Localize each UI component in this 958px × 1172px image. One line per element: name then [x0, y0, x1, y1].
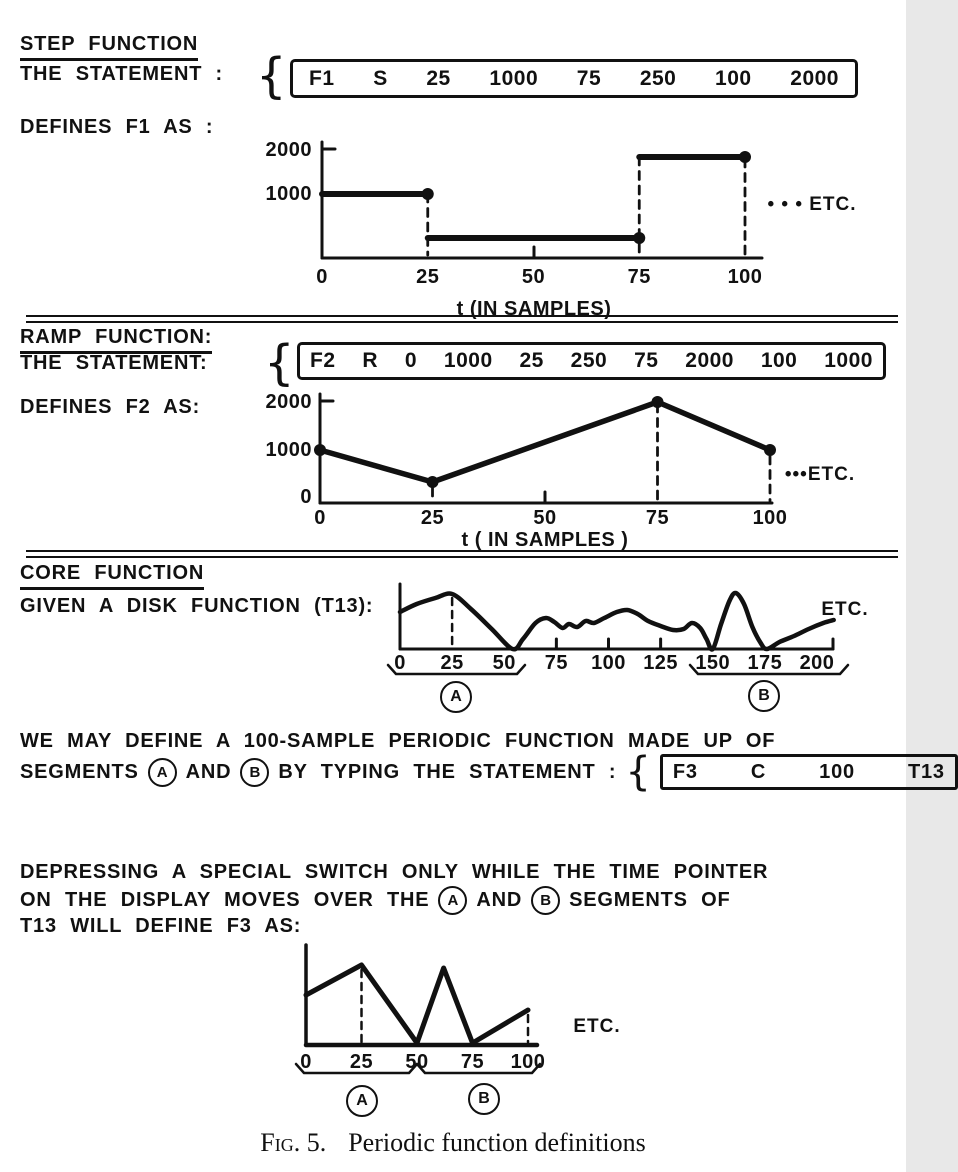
- statement-token: 75: [576, 66, 602, 90]
- f1-x-tick-label: 75: [627, 266, 651, 288]
- f2-data-point: [764, 444, 776, 456]
- f3-x-tick-label: 100: [510, 1051, 546, 1073]
- t13-x-tick-label: 175: [747, 652, 783, 674]
- f2-y-tick-label: 1000: [265, 439, 312, 461]
- statement-token: 250: [639, 66, 677, 90]
- f1-x-tick-label: 25: [416, 266, 440, 288]
- switch-text-2c: SEGMENTS OF: [569, 889, 731, 911]
- statement-token: F3: [672, 760, 698, 783]
- f1-x-tick-label: 0: [316, 266, 328, 288]
- segment-a-badge: A: [148, 758, 177, 787]
- statement-token: S: [373, 66, 388, 90]
- f2-etc-label: •••ETC.: [784, 464, 856, 485]
- statement-token: 1000: [824, 349, 873, 372]
- statement-token: T13: [907, 760, 945, 783]
- statement-token: R: [362, 349, 379, 372]
- switch-text-line1: DEPRESSING A SPECIAL SWITCH ONLY WHILE THE TIME POINTER: [20, 861, 769, 883]
- t13-x-tick-label: 125: [643, 652, 679, 674]
- statement-token: 100: [819, 760, 855, 783]
- statement-token: 100: [760, 349, 798, 372]
- step-section-heading: STEP FUNCTION: [20, 33, 198, 61]
- segment-b-badge-2: B: [531, 886, 560, 915]
- statement-token: 25: [519, 349, 544, 372]
- statement-token: 1000: [443, 349, 493, 372]
- core-define-text-2b: AND: [185, 760, 232, 783]
- f2-data-point: [314, 444, 326, 456]
- f1-data-point: [422, 188, 434, 200]
- ramp-defines-label: DEFINES F2 AS:: [20, 396, 201, 418]
- f3-etc-label: ETC.: [573, 1016, 621, 1037]
- t13-segment-a-badge: A: [440, 681, 472, 713]
- statement-token: C: [750, 760, 767, 783]
- statement-token: F2: [310, 349, 336, 372]
- core-define-text-line1: WE MAY DEFINE A 100-SAMPLE PERIODIC FUNCTION MADE UP OF: [20, 730, 776, 752]
- f2-x-axis-label: t ( IN SAMPLES ): [461, 529, 629, 551]
- core-left-brace: {: [625, 749, 651, 795]
- f1-x-tick-label: 100: [727, 266, 763, 288]
- segment-b-badge: B: [240, 758, 269, 787]
- step-defines-label: DEFINES F1 AS :: [20, 116, 214, 138]
- core-define-text-line2: [20, 749, 958, 795]
- switch-text-2a: ON THE DISPLAY MOVES OVER THE: [20, 889, 430, 911]
- t13-x-tick-label: 150: [695, 652, 731, 674]
- core-section-heading: CORE FUNCTION: [20, 562, 204, 590]
- f1-data-point: [633, 232, 645, 244]
- f2-x-tick-label: 100: [752, 507, 788, 529]
- t13-curve: [400, 593, 834, 649]
- f3-x-tick-label: 75: [460, 1051, 485, 1073]
- f3-curve: [306, 965, 528, 1043]
- t13-x-tick-label: 100: [591, 652, 626, 674]
- switch-text-2b: AND: [476, 889, 523, 911]
- switch-text-line3: T13 WILL DEFINE F3 AS:: [20, 915, 302, 937]
- figure-number-label: Fig. 5.: [260, 1128, 327, 1157]
- step-statement-label: THE STATEMENT :: [20, 63, 224, 85]
- f2-y-tick-label: 2000: [265, 391, 312, 413]
- t13-segment-b-badge: B: [748, 680, 780, 712]
- f2-x-tick-label: 25: [420, 507, 445, 529]
- f1-etc-label: • • • ETC.: [767, 194, 857, 215]
- f3-x-tick-label: 0: [300, 1051, 312, 1073]
- core-given-label: GIVEN A DISK FUNCTION (T13):: [20, 595, 374, 617]
- figure-caption-text: Periodic function definitions: [348, 1128, 646, 1157]
- f3-x-tick-label: 25: [349, 1051, 374, 1073]
- f2-data-point: [652, 396, 664, 408]
- f2-x-tick-label: 50: [533, 507, 557, 529]
- statement-token: 250: [570, 349, 608, 372]
- t13-x-tick-label: 25: [440, 652, 464, 674]
- ramp-statement-box: [297, 342, 886, 380]
- f1-y-tick-label: 2000: [265, 139, 312, 161]
- t13-x-tick-label: 200: [799, 652, 835, 674]
- segment-a-badge-2: A: [438, 886, 467, 915]
- f3-x-tick-label: 50: [405, 1051, 429, 1073]
- f2-x-tick-label: 0: [314, 507, 326, 529]
- f2-x-tick-label: 75: [645, 507, 670, 529]
- t13-x-tick-label: 50: [492, 652, 516, 674]
- f1-data-point: [739, 151, 751, 163]
- ramp-section-heading: RAMP FUNCTION:: [20, 326, 212, 354]
- figure-caption: [0, 1128, 906, 1158]
- statement-token: 2000: [790, 66, 839, 90]
- step-statement-box: [290, 59, 858, 98]
- t13-x-tick-label: 75: [544, 652, 568, 674]
- f2-data-point: [427, 476, 439, 488]
- statement-token: 75: [634, 349, 659, 372]
- f1-y-tick-label: 1000: [265, 183, 312, 205]
- statement-token: F1: [309, 66, 335, 90]
- f1-x-axis-label: t (IN SAMPLES): [456, 298, 612, 320]
- f2-ramp-line: [320, 402, 770, 482]
- switch-text-line2: [20, 886, 731, 915]
- statement-token: 100: [715, 66, 752, 90]
- t13-etc-label: ETC.: [821, 599, 869, 620]
- statement-token: 0: [404, 349, 418, 372]
- ramp-left-brace: {: [264, 335, 295, 391]
- core-define-text-2c: BY TYPING THE STATEMENT :: [278, 760, 617, 783]
- statement-token: 2000: [685, 349, 734, 372]
- f3-segment-b-badge: B: [468, 1083, 500, 1115]
- core-define-text-2a: SEGMENTS: [20, 760, 139, 783]
- core-statement-box: [660, 754, 958, 790]
- f3-segment-a-badge: A: [346, 1085, 378, 1117]
- f1-x-tick-label: 50: [521, 266, 546, 288]
- ramp-statement-label: THE STATEMENT:: [20, 352, 208, 374]
- statement-token: 1000: [489, 66, 539, 90]
- step-left-brace: {: [256, 48, 287, 104]
- f2-y-tick-label: 0: [300, 486, 312, 508]
- t13-x-tick-label: 0: [394, 652, 406, 674]
- statement-token: 25: [426, 66, 451, 90]
